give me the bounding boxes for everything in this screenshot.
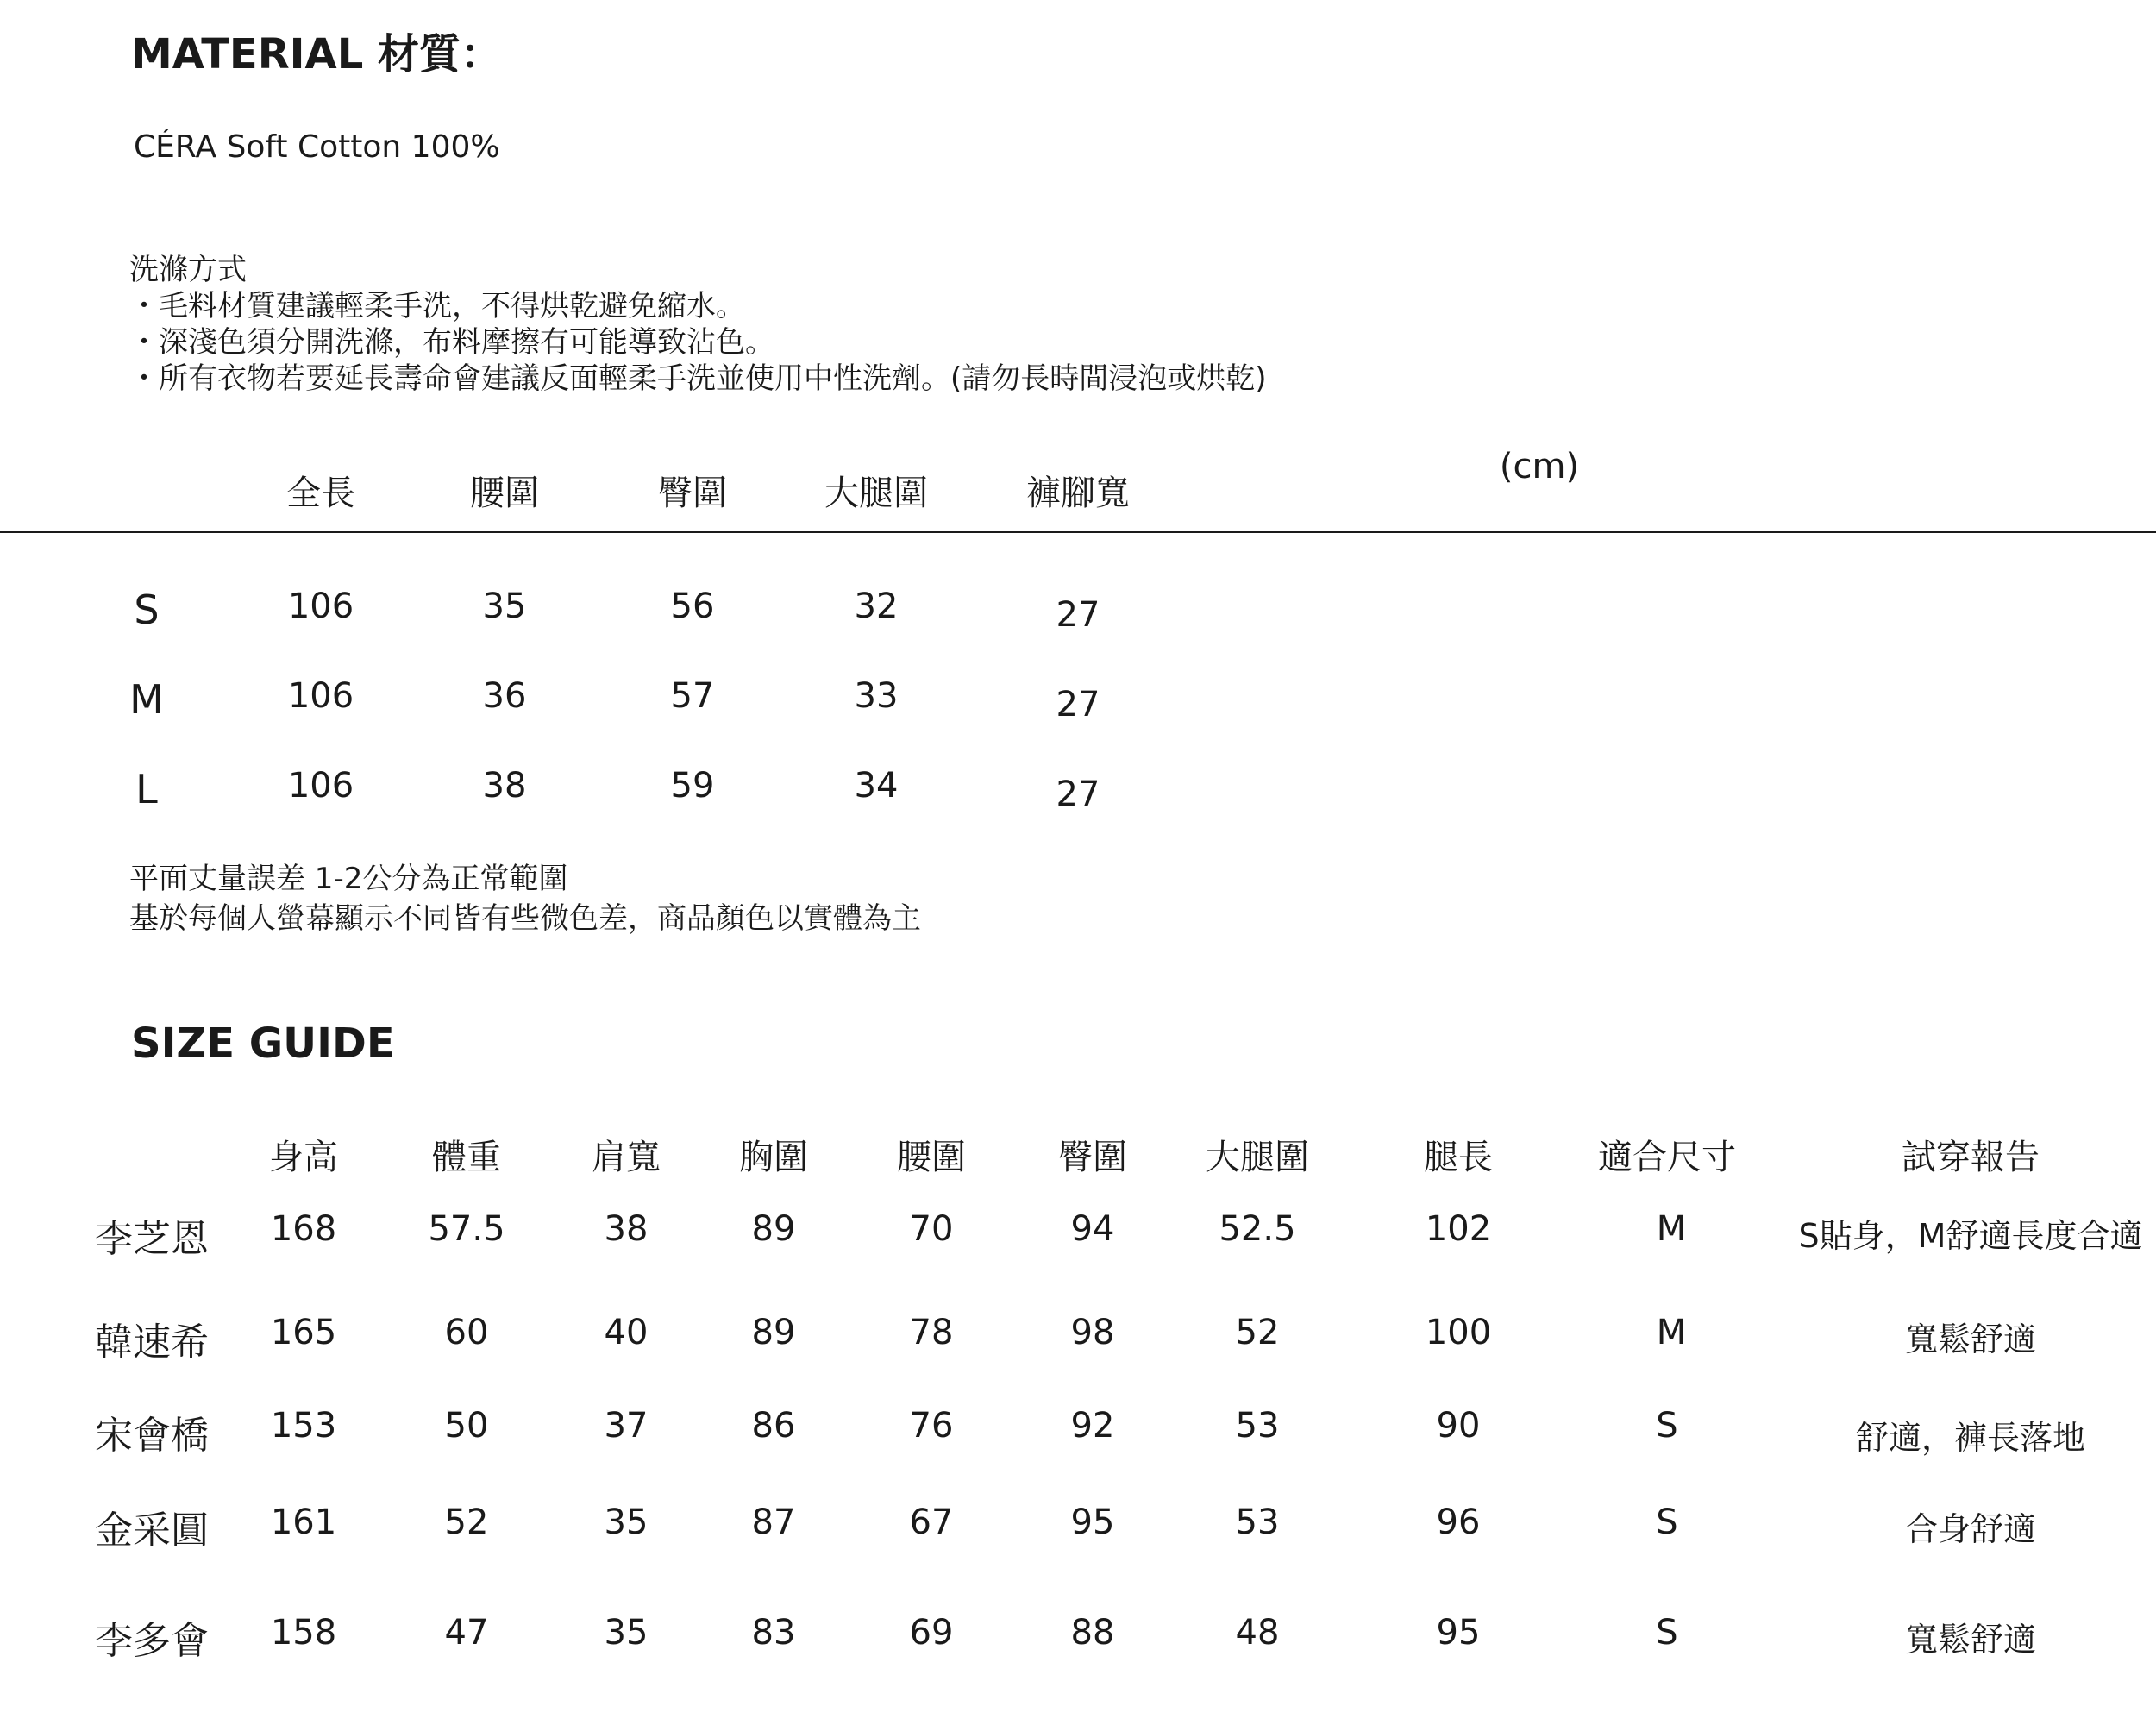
material-title: MATERIAL 材質： (131, 30, 502, 78)
measure-value: 35 (482, 586, 527, 626)
guide-header: 身高 (269, 1138, 338, 1177)
guide-value: 60 (444, 1313, 489, 1352)
guide-value: 67 (909, 1502, 954, 1542)
guide-value: 102 (1425, 1209, 1492, 1249)
guide-value: 168 (270, 1209, 337, 1249)
guide-value: 57.5 (428, 1209, 505, 1249)
fitting-report: 合身舒適 (1904, 1510, 2037, 1548)
guide-value: S (1656, 1613, 1678, 1653)
size-label: S (134, 586, 160, 633)
guide-value: 38 (604, 1209, 649, 1249)
guide-value: M (1656, 1209, 1687, 1249)
guide-value: 40 (604, 1313, 649, 1352)
guide-value: 87 (751, 1502, 796, 1542)
guide-value: 50 (444, 1406, 489, 1446)
measure-value: 57 (670, 676, 715, 716)
care-section (129, 252, 1267, 397)
fitting-report: 舒適，褲長落地 (1855, 1419, 2086, 1457)
fitting-report: S貼身，M舒適長度合適 (1798, 1217, 2143, 1255)
size-label: L (135, 766, 158, 812)
guide-value: 158 (270, 1613, 337, 1653)
measure-header: 全長 (286, 474, 355, 513)
model-name: 宋會橋 (95, 1414, 209, 1458)
measure-value: 59 (670, 766, 715, 806)
measure-header: 臀圍 (658, 474, 727, 513)
measure-value: 38 (482, 766, 527, 806)
guide-value: 76 (909, 1406, 954, 1446)
guide-value: 48 (1235, 1613, 1280, 1653)
guide-value: 35 (604, 1613, 649, 1653)
measure-value: 32 (854, 586, 899, 626)
guide-value: 69 (909, 1613, 954, 1653)
measure-value: 27 (1056, 595, 1100, 635)
model-name: 韓速希 (95, 1320, 209, 1364)
guide-value: 35 (604, 1502, 649, 1542)
care-title: 洗滌方式 (129, 253, 247, 287)
measure-value: 36 (482, 676, 527, 716)
model-name: 李多會 (95, 1619, 209, 1663)
guide-value: 37 (604, 1406, 649, 1446)
guide-value: S (1656, 1406, 1678, 1446)
measure-value: 106 (287, 586, 354, 626)
guide-value: 52 (1235, 1313, 1280, 1352)
guide-value: 90 (1436, 1406, 1481, 1446)
measure-value: 33 (854, 676, 899, 716)
guide-value: 92 (1070, 1406, 1115, 1446)
guide-header: 大腿圍 (1206, 1138, 1309, 1177)
fitting-report: 寬鬆舒適 (1904, 1320, 2037, 1358)
guide-header: 試穿報告 (1902, 1138, 2040, 1177)
guide-value: 153 (270, 1406, 337, 1446)
guide-header: 臀圍 (1058, 1138, 1127, 1177)
material-fabric: CÉRA Soft Cotton 100% (134, 129, 500, 165)
guide-value: 88 (1070, 1613, 1115, 1653)
size-guide-title: SIZE GUIDE (131, 1019, 395, 1068)
guide-value: 83 (751, 1613, 796, 1653)
guide-header: 腰圍 (897, 1138, 966, 1177)
guide-value: 78 (909, 1313, 954, 1352)
guide-header: 腿長 (1424, 1138, 1493, 1177)
measure-value: 106 (287, 766, 354, 806)
measure-header: 腰圍 (470, 474, 539, 513)
measure-value: 106 (287, 676, 354, 716)
measure-header: 褲腳寬 (1026, 474, 1130, 513)
guide-value: S (1656, 1502, 1678, 1542)
guide-value: 100 (1425, 1313, 1492, 1352)
note-line: 平面丈量誤差 1-2公分為正常範圍 (129, 862, 568, 896)
guide-value: 95 (1070, 1502, 1115, 1542)
guide-header: 體重 (432, 1138, 501, 1177)
measure-value: 56 (670, 586, 715, 626)
guide-value: 70 (909, 1209, 954, 1249)
table-divider (0, 531, 2156, 533)
measure-unit: (cm) (1499, 447, 1580, 486)
care-line: ・毛料材質建議輕柔手洗，不得烘乾避免縮水。 (129, 289, 745, 323)
model-name: 金采圓 (95, 1509, 209, 1552)
note-line: 基於每個人螢幕顯示不同皆有些微色差，商品顏色以實體為主 (129, 901, 921, 936)
care-line: ・深淺色須分開洗滌，布料摩擦有可能導致沾色。 (129, 325, 774, 360)
guide-value: 47 (444, 1613, 489, 1653)
guide-header: 胸圍 (739, 1138, 808, 1177)
guide-value: 52.5 (1219, 1209, 1296, 1249)
measure-value: 27 (1056, 685, 1100, 724)
guide-header: 適合尺寸 (1598, 1138, 1736, 1177)
measure-value: 27 (1056, 775, 1100, 814)
model-name: 李芝恩 (95, 1217, 209, 1261)
guide-value: 95 (1436, 1613, 1481, 1653)
guide-value: 96 (1436, 1502, 1481, 1542)
guide-value: M (1656, 1313, 1687, 1352)
guide-value: 94 (1070, 1209, 1115, 1249)
guide-value: 53 (1235, 1406, 1280, 1446)
guide-header: 肩寬 (592, 1138, 661, 1177)
guide-value: 98 (1070, 1313, 1115, 1352)
guide-value: 165 (270, 1313, 337, 1352)
guide-value: 52 (444, 1502, 489, 1542)
guide-value: 161 (270, 1502, 337, 1542)
fitting-report: 寬鬆舒適 (1904, 1621, 2037, 1659)
guide-value: 89 (751, 1209, 796, 1249)
measure-header: 大腿圍 (824, 474, 928, 513)
care-line: ・所有衣物若要延長壽命會建議反面輕柔手洗並使用中性洗劑。(請勿長時間浸泡或烘乾) (129, 361, 1267, 396)
size-label: M (129, 676, 164, 723)
measure-value: 34 (854, 766, 899, 806)
notes (129, 859, 921, 938)
guide-value: 86 (751, 1406, 796, 1446)
guide-value: 53 (1235, 1502, 1280, 1542)
guide-value: 89 (751, 1313, 796, 1352)
